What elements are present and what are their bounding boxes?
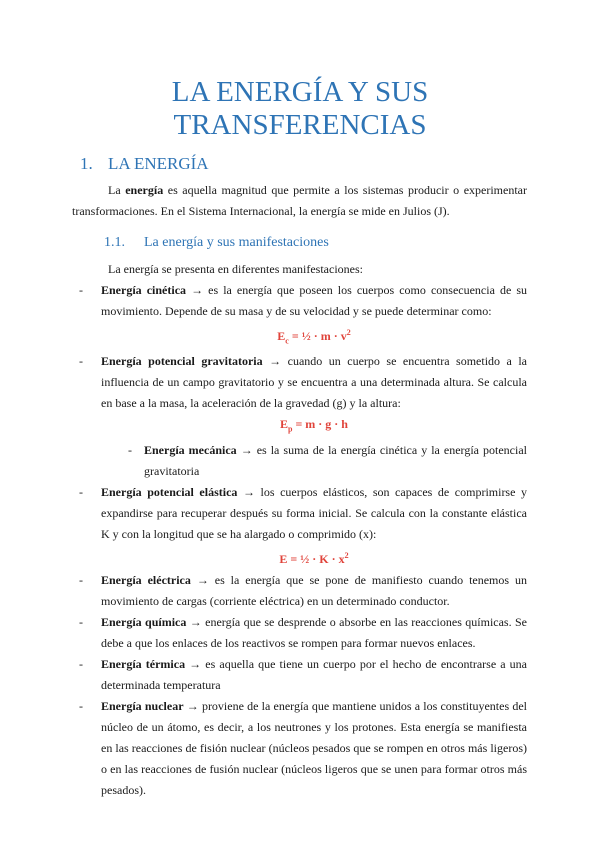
term-quimica: Energía química [101, 614, 187, 629]
desc-termica: → es aquella que tiene un cuerpo por el hecho de encontrarse a una determinada temperatura [101, 656, 528, 692]
list-intro: La energía se presenta en diferentes manifestaciones: [108, 262, 363, 276]
section-heading-energia [80, 154, 209, 174]
section-number: 1. [80, 154, 93, 173]
term-mecanica: Energía mecánica [144, 442, 237, 457]
bullet-dash: - [79, 698, 83, 713]
document-title [60, 76, 540, 142]
bullet-dash: - [79, 614, 83, 629]
para-rest: es aquella magnitud que permite a los sistemas producir o experimentar transformaciones. En el Sistema Internacional, la energía se mide en Julios (J). [72, 183, 527, 218]
para-bold-term: energía [125, 183, 164, 197]
energy-types-list [72, 280, 527, 801]
section-title: LA ENERGÍA [108, 154, 209, 173]
term-elastica: Energía potencial elástica [101, 484, 238, 499]
para-lead: La [108, 183, 126, 197]
term-nuclear: Energía nuclear [101, 698, 184, 713]
bullet-dash: - [79, 484, 83, 499]
title-line-2: TRANSFERENCIAS [173, 109, 427, 141]
term-cinetica: Energía cinética [101, 283, 187, 297]
bullet-dash: - [79, 283, 83, 297]
term-potencial: Energía potencial gravitatoria [101, 354, 263, 369]
list-item-potencial-gravitatoria [72, 351, 527, 439]
list-item-cinetica [72, 280, 527, 351]
desc-quimica: → energía que se desprende o absorbe en las reacciones químicas. Se debe a que los enlaces de los reactivos se rompen para formar nuevos enlaces. [101, 614, 527, 650]
formula-potencial: $E_p = m \cdot g \cdot h$ [280, 417, 348, 434]
bullet-dash: - [128, 442, 132, 457]
desc-mecanica: → es la suma de la energía cinética y la energía potencial gravitatoria [144, 442, 527, 478]
desc-cinetica: → es la energía que poseen los cuerpos como consecuencia de su movimiento. Depende de su masa y de su velocidad y se puede determinar como: [101, 283, 528, 318]
list-item-nuclear [72, 696, 527, 801]
desc-potencial: → cuando un cuerpo se encuentra sometido a la influencia de un campo gravitatorio y se encuentra a una determinada altura. Se calcula en base a la masa, la aceleración de la gravedad (g) y la altura: [101, 354, 528, 411]
desc-elastica: → los cuerpos elásticos, son capaces de comprimirse y expandirse para recuperar después su forma inicial. Se calcula con la constante elástica K y con la longitud que se ha alargado o comprimido (x): [101, 484, 527, 541]
subsection-heading-manifestaciones [104, 235, 329, 251]
list-item-mecanica [72, 440, 527, 482]
bullet-dash: - [79, 572, 83, 587]
term-electrica: Energía eléctrica [101, 572, 191, 587]
formula-elastica: E = ½ · $K \cdot x^2$ [279, 550, 349, 566]
bullet-dash: - [79, 354, 83, 369]
list-item-potencial-elastica [72, 482, 527, 570]
desc-electrica: → es la energía que se pone de manifiesto cuando tenemos un movimiento de cargas (corriente eléctrica) en un determinado conductor. [101, 572, 527, 608]
list-item-quimica [72, 612, 527, 654]
formula-cinetica: $E_c$ = ½ · $m \cdot v^2$ [277, 328, 351, 346]
term-termica: Energía térmica [101, 656, 186, 671]
list-item-termica [72, 654, 527, 696]
desc-nuclear: → proviene de la energía que mantiene unidos a los constituyentes del núcleo de un átomo, es decir, a los neutrones y los protones. Esta energía se manifiesta en las reacciones de fisión nuclear (núcleos pesados que se rompen en otros más ligeros) o en las reacciones de fusión nuclear (núcleos ligeros que se unen para formar otros más pesados). [101, 698, 527, 797]
definition-paragraph [72, 180, 527, 222]
subsection-number: 1.1. [104, 235, 125, 250]
title-line-1: LA ENERGÍA Y SUS [171, 76, 429, 108]
bullet-dash: - [79, 656, 83, 671]
list-item-electrica [72, 570, 527, 612]
subsection-title: La energía y sus manifestaciones [144, 235, 329, 250]
